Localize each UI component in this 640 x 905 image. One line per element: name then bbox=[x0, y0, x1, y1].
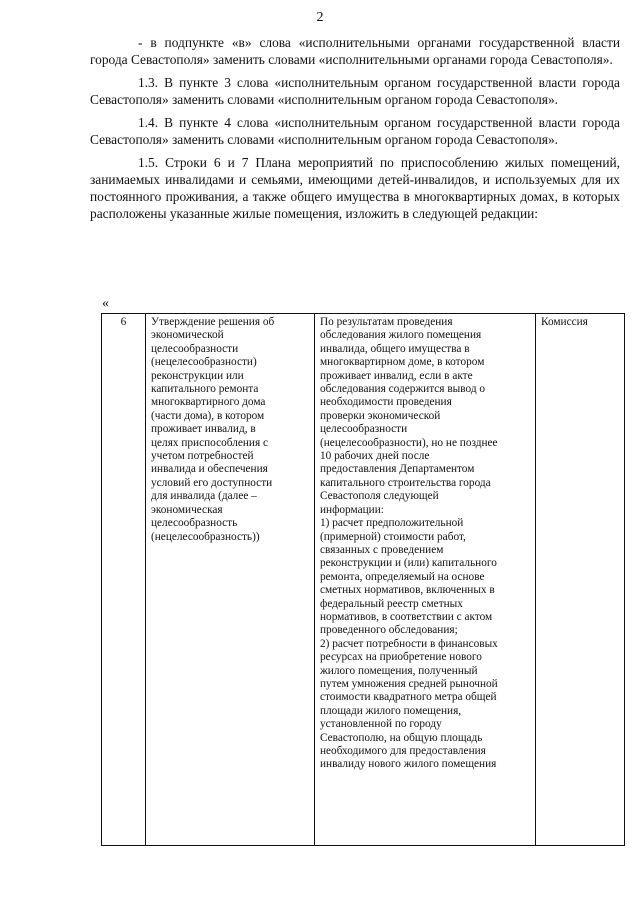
row-number-cell: 6 bbox=[102, 314, 146, 846]
deadline-line: обследования жилого помещения bbox=[320, 329, 482, 342]
deadline-line: площади жилого помещения, bbox=[320, 704, 462, 717]
deadline-line: инвалиду нового жилого помещения bbox=[320, 758, 497, 771]
page-number: 2 bbox=[316, 10, 324, 25]
paragraph-1-3: 1.3. В пункте 3 слова «исполнительным органом государственной власти города Севастополя» заменить словами «исполнительным органом города Севастополя». bbox=[90, 75, 620, 107]
paragraph-1-4: 1.4. В пункте 4 слова «исполнительным органом государственной власти города Севастополя» заменить словами «исполнительным органом города Севастополя». bbox=[90, 115, 620, 147]
action-line: реконструкции или bbox=[151, 369, 244, 382]
deadline-cell bbox=[315, 314, 536, 846]
action-line: целесообразности bbox=[151, 342, 239, 355]
paragraph-subpoint-v: - в подпункте «в» слова «исполнительными органами государственной власти города Севастополя» заменить словами «исполнительными органами города Севастополя». bbox=[90, 35, 620, 67]
deadline-line: (нецелесообразности), но не позднее bbox=[320, 436, 498, 449]
deadline-line: реконструкции и (или) капитального bbox=[320, 557, 497, 570]
deadline-line: ремонта, определяемый на основе bbox=[320, 570, 485, 583]
action-line: для инвалида (далее – bbox=[151, 490, 257, 503]
deadline-line: необходимого для предоставления bbox=[320, 745, 486, 757]
deadline-line: многоквартирном доме, в котором bbox=[320, 356, 485, 369]
action-line: многоквартирного дома bbox=[151, 396, 266, 409]
deadline-line: стоимости квадратного метра общей bbox=[320, 691, 497, 704]
deadline-line: сметных нормативов, включенных в bbox=[320, 584, 495, 597]
action-line: экономической bbox=[151, 329, 224, 342]
deadline-line: ресурсах на приобретение нового bbox=[320, 651, 482, 664]
deadline-line: 2) расчет потребности в финансовых bbox=[320, 637, 498, 650]
deadline-line: федеральный реестр сметных bbox=[320, 597, 463, 610]
action-line: целесообразность bbox=[151, 517, 238, 530]
deadline-line: информации: bbox=[320, 503, 384, 516]
paragraph-1-5: 1.5. Строки 6 и 7 Плана мероприятий по приспособлению жилых помещений, занимаемых инвалидами и семьями, имеющими детей-инвалидов, и используемых для их постоянного проживания, а также общего имущества в многоквартирных домах, в которых расположены указанные жилые помещения, изложить в следующей редакции: bbox=[90, 155, 620, 221]
deadline-line: целесообразности bbox=[320, 423, 408, 436]
action-line: капитального ремонта bbox=[151, 383, 259, 396]
action-line: экономическая bbox=[151, 503, 223, 516]
deadline-line: обследования содержится вывод о bbox=[320, 383, 486, 396]
action-line: проживает инвалид, в bbox=[151, 423, 256, 436]
action-line: (нецелесообразность)) bbox=[151, 530, 260, 543]
plan-table bbox=[101, 313, 625, 846]
responsible-cell: Комиссия bbox=[536, 314, 625, 846]
deadline-line: нормативов, в соответствии с актом bbox=[320, 610, 493, 623]
deadline-line: путем умножения средней рыночной bbox=[320, 677, 498, 690]
opening-quote-mark: « bbox=[102, 296, 109, 311]
deadline-line: капитального строительства города bbox=[320, 476, 491, 489]
document-body bbox=[90, 34, 620, 222]
action-line: инвалида и обеспечения bbox=[151, 463, 268, 476]
deadline-line: установленной по городу bbox=[320, 718, 442, 731]
deadline-line: инвалида, общего имущества в bbox=[320, 342, 470, 355]
deadline-line: проверки экономической bbox=[320, 409, 441, 422]
deadline-line: (примерной) стоимости работ, bbox=[320, 530, 466, 543]
deadline-line: По результатам проведения bbox=[320, 316, 453, 328]
action-line: (нецелесообразности) bbox=[151, 356, 257, 369]
deadline-line: связанных с проведением bbox=[320, 543, 444, 556]
deadline-line: 1) расчет предположительной bbox=[320, 517, 464, 530]
action-line: (части дома), в котором bbox=[151, 409, 265, 422]
action-line: условий его доступности bbox=[151, 476, 273, 489]
action-line: учетом потребностей bbox=[151, 450, 254, 463]
deadline-line: предоставления Департаментом bbox=[320, 463, 475, 476]
deadline-line: проживает инвалид, если в акте bbox=[320, 369, 473, 382]
deadline-line: Севастополю, на общую площадь bbox=[320, 731, 483, 744]
deadline-line: необходимости проведения bbox=[320, 396, 452, 409]
table-row bbox=[102, 314, 625, 846]
deadline-line: жилого помещения, полученный bbox=[320, 664, 478, 677]
action-line: Утверждение решения об bbox=[151, 316, 275, 328]
deadline-line: 10 рабочих дней после bbox=[320, 450, 430, 463]
deadline-line: проведенного обследования; bbox=[320, 624, 458, 637]
deadline-line: Севастополя следующей bbox=[320, 490, 439, 503]
action-line: целях приспособления с bbox=[151, 436, 269, 449]
action-cell bbox=[146, 314, 315, 846]
